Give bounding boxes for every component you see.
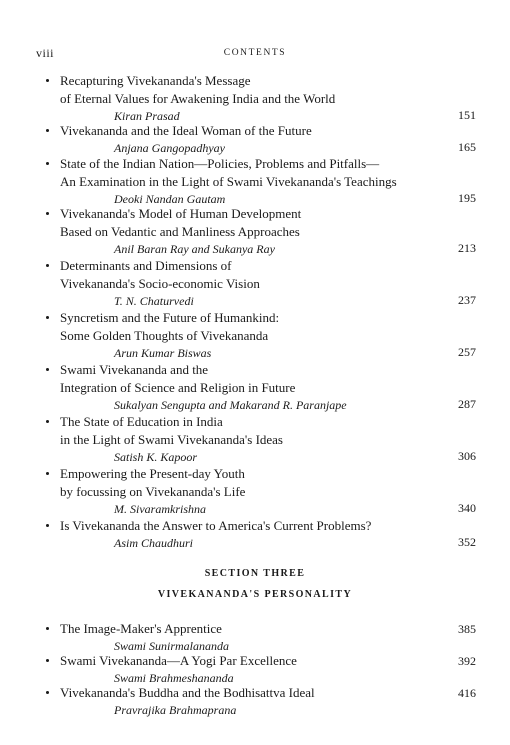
bullet-icon: [46, 212, 49, 215]
section-number: SECTION THREE: [204, 568, 306, 579]
toc-entry: [46, 309, 476, 361]
toc-entry-page-number: 385: [458, 622, 476, 636]
toc-entry-title-line: [46, 173, 476, 191]
page-folio: viii: [36, 46, 55, 60]
bullet-icon: [46, 524, 49, 527]
toc-entry-page-number: 195: [458, 191, 476, 205]
toc-entry-title-text: Swami Vivekananda and the: [60, 362, 209, 377]
toc-entry-page-number: 237: [458, 293, 476, 307]
toc-entry-title-line: [46, 361, 476, 379]
toc-entry-page-number: 306: [458, 449, 476, 463]
toc-entry-page-number: 392: [458, 654, 476, 668]
toc-entry-title-text: in the Light of Swami Vivekananda's Ideas: [60, 432, 283, 447]
bullet-icon: [46, 659, 49, 662]
toc-entry-title-line: [46, 483, 476, 501]
toc-entry-title-line: [46, 275, 476, 293]
toc-entry-title-text: Vivekananda's Model of Human Development: [60, 206, 302, 221]
toc-entry-title-text: Determinants and Dimensions of: [60, 258, 232, 273]
toc-entry-title-text: by focussing on Vivekananda's Life: [60, 484, 246, 499]
toc-entry: [46, 652, 476, 686]
toc-entry-title-line: [46, 413, 476, 431]
toc-entry-title-text: Vivekananda and the Ideal Woman of the Future: [60, 123, 312, 138]
toc-entry-title-text: An Examination in the Light of Swami Vivekananda's Teachings: [60, 174, 397, 189]
toc-entry: [46, 122, 476, 156]
toc-entry-title-line: [46, 309, 476, 327]
toc-entry-author: Asim Chaudhuri: [114, 536, 194, 550]
section-title: VIVEKANANDA'S PERSONALITY: [157, 589, 353, 600]
bullet-icon: [46, 79, 49, 82]
toc-entry-page-number: 416: [458, 686, 476, 700]
toc-entry-title-text: The Image-Maker's Apprentice: [60, 621, 222, 636]
toc-entry-author: M. Sivaramkrishna: [114, 502, 206, 516]
toc-entry-page-number: 257: [458, 345, 476, 359]
toc-entry-author: Swami Brahmeshananda: [114, 671, 234, 685]
toc-entry-title-text: The State of Education in India: [60, 414, 223, 429]
toc-entry-author: Kiran Prasad: [114, 109, 180, 123]
toc-entry: [46, 155, 476, 207]
toc-entry-title-text: Recapturing Vivekananda's Message: [60, 73, 251, 88]
toc-entry-author: Anil Baran Ray and Sukanya Ray: [114, 242, 275, 256]
toc-entry-title-line: [46, 652, 476, 670]
toc-entry-page-number: 287: [458, 397, 476, 411]
toc-entry: [46, 361, 476, 413]
toc-entry: [46, 72, 476, 124]
toc-entry-title-line: [46, 90, 476, 108]
toc-entry-title-line: [46, 122, 476, 140]
toc-entry-title-line: [46, 620, 476, 638]
toc-entry-title-line: [46, 327, 476, 345]
toc-entry-title-text: of Eternal Values for Awakening India and the World: [60, 91, 336, 106]
toc-entry-title-text: State of the Indian Nation—Policies, Problems and Pitfalls—: [60, 156, 380, 171]
toc-entry-title-text: Syncretism and the Future of Humankind:: [60, 310, 280, 325]
toc-entry-title-text: Vivekananda's Buddha and the Bodhisattva Ideal: [60, 685, 315, 700]
toc-entry-title-text: Swami Vivekananda—A Yogi Par Excellence: [60, 653, 297, 668]
running-head: CONTENTS: [223, 48, 287, 58]
bullet-icon: [46, 420, 49, 423]
toc-entry-author: Satish K. Kapoor: [114, 450, 198, 464]
toc-entry: [46, 620, 476, 654]
toc-entry-title-line: [46, 684, 476, 702]
toc-entry-author: Anjana Gangopadhyay: [114, 141, 225, 155]
bullet-icon: [46, 264, 49, 267]
bullet-icon: [46, 691, 49, 694]
toc-entry-title-line: [46, 155, 476, 173]
toc-entry-title-line: [46, 379, 476, 397]
toc-entry-title-line: [46, 465, 476, 483]
bullet-icon: [46, 368, 49, 371]
bullet-icon: [46, 129, 49, 132]
toc-entry: [46, 257, 476, 309]
toc-entry-title-text: Empowering the Present-day Youth: [60, 466, 245, 481]
bullet-icon: [46, 316, 49, 319]
toc-entry-title-text: Is Vivekananda the Answer to America's Current Problems?: [60, 518, 372, 533]
toc-entry-title-line: [46, 223, 476, 241]
toc-entry: [46, 413, 476, 465]
toc-entry-title-line: [46, 205, 476, 223]
bullet-icon: [46, 627, 49, 630]
toc-entry-page-number: 151: [458, 108, 476, 122]
toc-entry-author: T. N. Chaturvedi: [114, 294, 194, 308]
toc-entry-title-text: Integration of Science and Religion in Future: [60, 380, 296, 395]
toc-entry-author: Sukalyan Sengupta and Makarand R. Paranjape: [114, 398, 347, 412]
toc-entry-title-line: [46, 257, 476, 275]
toc-entry-author: Swami Sunirmalananda: [114, 639, 230, 653]
toc-entry-page-number: 340: [458, 501, 476, 515]
toc-entry: [46, 517, 476, 551]
toc-entry: [46, 465, 476, 517]
toc-entry-title-text: Based on Vedantic and Manliness Approaches: [60, 224, 300, 239]
toc-entry-author: Deoki Nandan Gautam: [114, 192, 226, 206]
toc-entry-page-number: 165: [458, 140, 476, 154]
toc-entry-title-line: [46, 72, 476, 90]
toc-entry-author: Pravrajika Brahmaprana: [114, 703, 237, 717]
toc-entry-title-text: Vivekananda's Socio-economic Vision: [60, 276, 260, 291]
toc-entry-page-number: 352: [458, 535, 476, 549]
bullet-icon: [46, 472, 49, 475]
toc-entry-title-line: [46, 431, 476, 449]
bullet-icon: [46, 162, 49, 165]
toc-entry: [46, 205, 476, 257]
toc-entry: [46, 684, 476, 718]
toc-entry-title-text: Some Golden Thoughts of Vivekananda: [60, 328, 269, 343]
toc-entry-title-line: [46, 517, 476, 535]
toc-entry-author: Arun Kumar Biswas: [114, 346, 212, 360]
toc-entry-page-number: 213: [458, 241, 476, 255]
